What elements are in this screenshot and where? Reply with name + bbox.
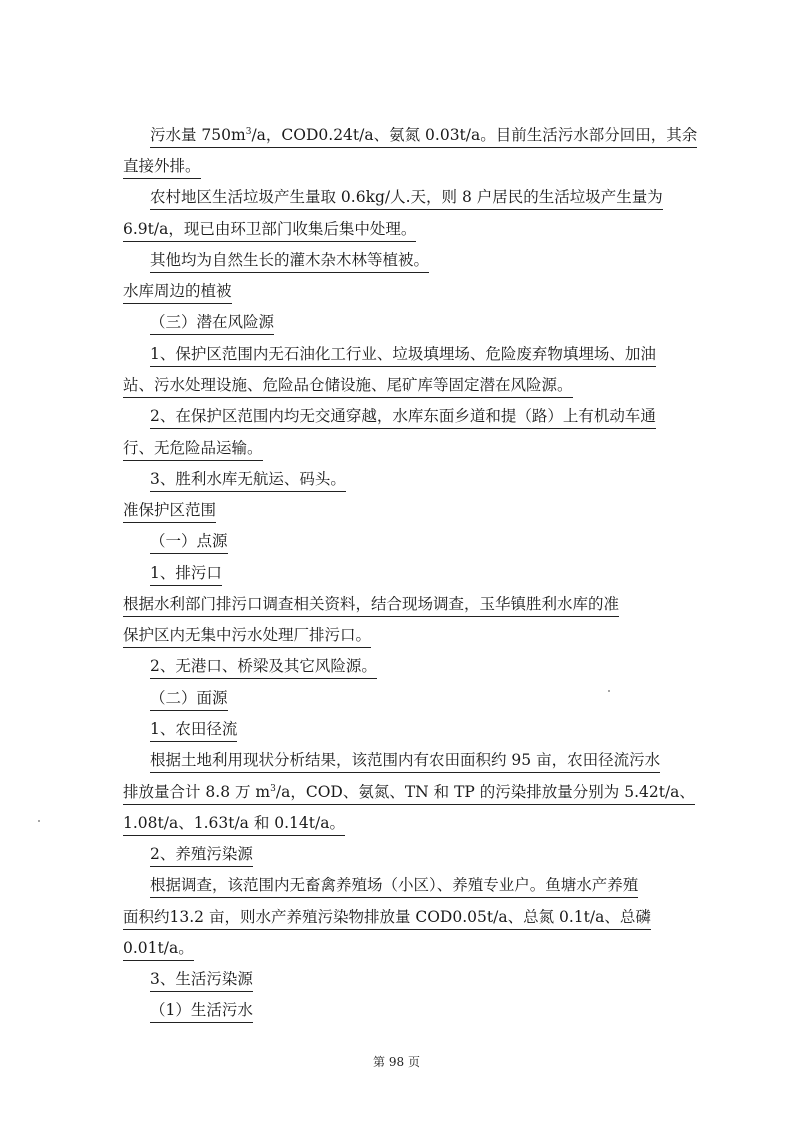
text-line: 行、无危险品运输。 (123, 437, 263, 461)
text-line: 其他均为自然生长的灌木杂木林等植被。 (150, 249, 429, 273)
text-line: 根据水利部门排污口调查相关资料，结合现场调查，玉华镇胜利水库的准 (123, 593, 619, 617)
text-line (150, 124, 697, 148)
text-line: 1.08t/a、1.63t/a 和 0.14t/a。 (123, 812, 345, 836)
superscript: 3 (270, 783, 276, 794)
text-line: 1、排污口 (150, 562, 222, 586)
superscript: 3 (245, 126, 252, 137)
text-line: 站、污水处理设施、危险品仓储设施、尾矿库等固定潜在风险源。 (123, 374, 573, 398)
text-line: 2、在保护区范围内均无交通穿越，水库东面乡道和提（路）上有机动车通 (150, 405, 656, 429)
text-line: 水库周边的植被 (123, 280, 232, 304)
text-line: 1、农田径流 (150, 718, 237, 742)
text-line: 保护区内无集中污水处理厂排污口。 (123, 624, 371, 648)
text-line: 1、保护区范围内无石油化工行业、垃圾填埋场、危险废弃物填埋场、加油 (150, 343, 656, 367)
text-line (123, 781, 695, 805)
text-line: 2、无港口、桥梁及其它风险源。 (150, 655, 377, 679)
text-line: 0.01t/a。 (123, 937, 194, 961)
line-text: 污水量 750m (150, 126, 246, 144)
text-line: 根据调查，该范围内无畜禽养殖场（小区）、养殖专业户。鱼塘水产养殖 (150, 874, 638, 898)
text-line: （二）面源 (150, 687, 228, 711)
scan-speck (38, 820, 40, 822)
line-text: /a，COD、氨氮、TN 和 TP 的污染排放量分别为 5.42t/a、 (275, 783, 695, 801)
text-line: （一）点源 (150, 530, 228, 554)
text-line: （1）生活污水 (150, 999, 253, 1023)
text-line: 2、养殖污染源 (150, 843, 253, 867)
text-line: 面积约13.2 亩，则水产养殖污染物排放量 COD0.05t/a、总氮 0.1t/a、总磷 (123, 906, 651, 930)
text-line: （三）潜在风险源 (150, 311, 274, 335)
text-line: 准保护区范围 (123, 499, 216, 523)
line-text: 排放量合计 8.8 万 m (123, 783, 271, 801)
text-line: 3、胜利水库无航运、码头。 (150, 468, 346, 492)
scan-speck (608, 690, 610, 692)
text-line: 根据土地利用现状分析结果，该范围内有农田面积约 95 亩，农田径流污水 (150, 749, 660, 773)
text-line: 3、生活污染源 (150, 968, 253, 992)
text-line: 直接外排。 (123, 155, 201, 179)
page-number: 第 98 页 (373, 1055, 420, 1069)
line-text: /a，COD0.24t/a、氨氮 0.03t/a。目前生活污水部分回田，其余 (251, 126, 698, 144)
text-line: 6.9t/a，现已由环卫部门收集后集中处理。 (123, 218, 416, 242)
text-line: 农村地区生活垃圾产生量取 0.6kg/人.天，则 8 户居民的生活垃圾产生量为 (150, 186, 663, 210)
